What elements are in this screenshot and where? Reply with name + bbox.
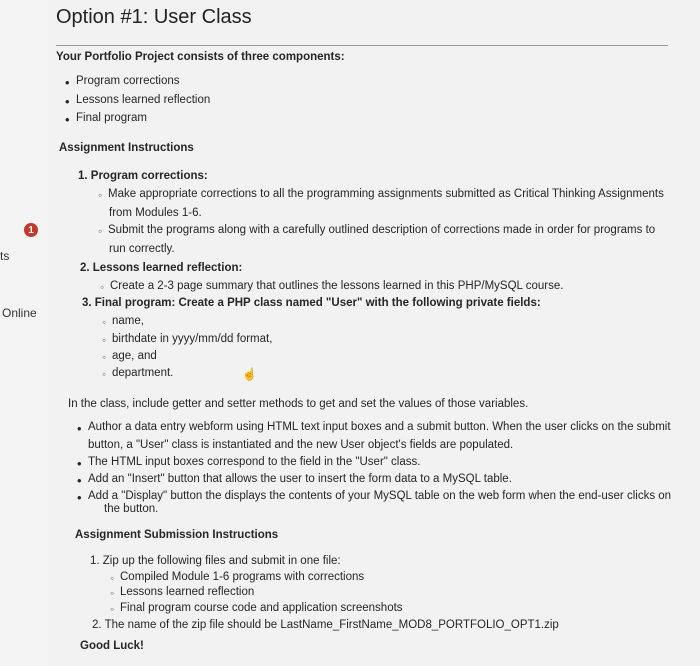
field-item: ◦ department. xyxy=(112,367,173,379)
hand-pointer-icon: ☝ xyxy=(242,367,257,381)
section-1-title: 1. Program corrections: xyxy=(78,170,208,182)
section-1-item-a-line1: ◦ Make appropriate corrections to all the programming assignments submitted as Critical Thinking Assignments xyxy=(108,188,664,200)
class-note: In the class, include getter and setter methods to get and set the values of those variables. xyxy=(68,398,529,410)
submission-step-2: 2. The name of the zip file should be LastName_FirstName_MOD8_PORTFOLIO_OPT1.zip xyxy=(92,619,559,631)
submission-heading: Assignment Submission Instructions xyxy=(75,529,279,541)
closing-text: Good Luck! xyxy=(80,640,144,652)
section-1-item-a-line2: from Modules 1-6. xyxy=(109,207,202,219)
sidebar-label-ts[interactable]: ts xyxy=(0,249,10,263)
field-item: ◦ age, and xyxy=(112,350,157,362)
assignment-heading: Assignment Instructions xyxy=(59,142,194,154)
requirement-2: • The HTML input boxes correspond to the field in the "User" class. xyxy=(88,456,420,468)
component-item: • Final program xyxy=(76,112,147,124)
submission-step-1: 1. Zip up the following files and submit in one file: xyxy=(90,555,341,567)
field-item: ◦ name, xyxy=(112,315,144,327)
requirement-4-line2: the button. xyxy=(104,503,159,515)
section-3-title: 3. Final program: Create a PHP class named "User" with the following private fields: xyxy=(82,297,541,309)
page-title: Option #1: User Class xyxy=(56,6,252,28)
submission-file-item: ◦ Final program course code and application screenshots xyxy=(120,602,403,614)
submission-file-item: ◦ Compiled Module 1-6 programs with corrections xyxy=(120,571,364,583)
requirement-1-line1: • Author a data entry webform using HTML text input boxes and a submit button. When the user clicks on the submit xyxy=(88,421,671,433)
requirement-1-line2: button, a "User" class is instantiated and the new User object's fields are populated. xyxy=(88,439,514,451)
requirement-3: • Add an "Insert" button that allows the user to insert the form data to a MySQL table. xyxy=(88,473,512,485)
section-1-item-b-line2: run correctly. xyxy=(109,243,175,255)
section-2-title: 2. Lessons learned reflection: xyxy=(80,262,243,274)
left-navigation-strip xyxy=(0,0,48,666)
component-item: • Program corrections xyxy=(76,75,180,87)
assignment-content xyxy=(48,0,700,666)
title-divider xyxy=(56,45,668,46)
submission-file-item: ◦ Lessons learned reflection xyxy=(120,586,254,598)
field-item: ◦ birthdate in yyyy/mm/dd format, xyxy=(112,333,272,345)
section-2-item: ◦ Create a 2-3 page summary that outlines the lessons learned in this PHP/MySQL course. xyxy=(110,280,563,292)
component-item: • Lessons learned reflection xyxy=(76,94,210,106)
sidebar-label-online[interactable]: Online xyxy=(2,306,37,320)
intro-text: Your Portfolio Project consists of three components: xyxy=(56,51,345,63)
section-1-item-b-line1: ◦ Submit the programs along with a carefully outlined description of corrections made in order for programs to xyxy=(108,224,655,236)
requirement-4-line1: • Add a "Display" button the displays the contents of your MySQL table on the web form when the end-user clicks on xyxy=(88,490,671,502)
notification-badge[interactable]: 1 xyxy=(24,223,38,237)
